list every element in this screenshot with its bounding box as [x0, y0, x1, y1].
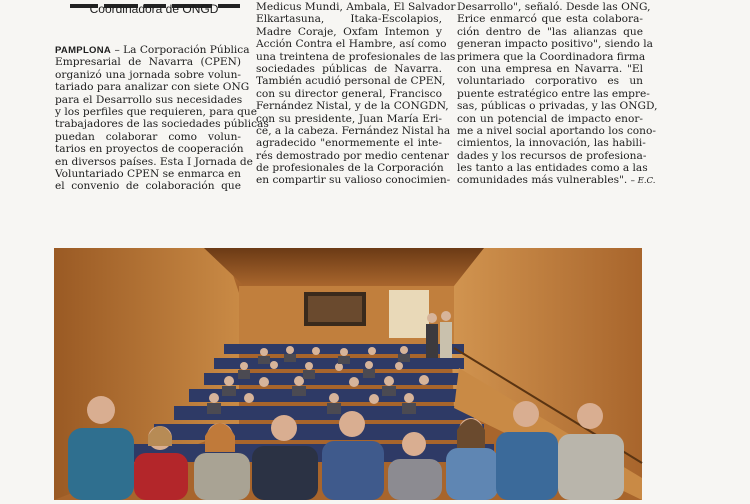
text-line: – La Corporación Pública — [114, 44, 250, 56]
text-line: con una empresa en Navarra. "El — [457, 62, 643, 75]
author-signature: – E.C. — [630, 176, 656, 187]
text-line: y los perfiles que requieren, para que — [55, 105, 258, 118]
text-line: generan impacto positivo", siendo la — [457, 38, 653, 51]
text-line: organizó una jornada sobre volun- — [55, 68, 241, 81]
text-line: voluntariado corporativo es un — [457, 75, 643, 88]
text-line: Desarrollo", señaló. Desde las ONG, — [457, 1, 651, 13]
text-line: Madre Coraje, Oxfam Intemon y — [256, 25, 442, 38]
text-line: con un potencial de impacto enor- — [457, 112, 643, 125]
text-line: tarios en proyectos de cooperación — [55, 143, 244, 156]
text-line: Empresarial de Navarra (CPEN) — [55, 56, 241, 69]
text-line: primera que la Coordinadora firma — [457, 50, 646, 63]
text-line: Voluntariado CPEN se enmarca en — [55, 167, 241, 180]
text-line: trabajadores de las sociedades públicas — [55, 118, 269, 131]
text-line: les tanto a las entidades como a las — [457, 162, 648, 175]
text-line: Elkartasuna, Itaka-Escolapios, — [256, 13, 442, 26]
text-line: sociedades públicas de Navarra. — [256, 62, 442, 75]
text-line: de profesionales de la Corporación — [256, 162, 444, 175]
text-line: en compartir su valioso conocimien- — [256, 174, 451, 187]
text-line: una treintena de profesionales de las — [256, 50, 456, 63]
text-line: cimientos, la innovación, las habili- — [457, 137, 646, 150]
text-line: el convenio de colaboración que — [55, 180, 241, 193]
text-line: ción dentro de "las alianzas que — [457, 25, 643, 38]
text-line: agradecido "enormemente el inte- — [256, 137, 442, 150]
text-line: También acudió personal de CPEN, — [256, 75, 446, 88]
text-line: puente estratégico entre las empre- — [457, 87, 650, 100]
text-line: para el Desarrollo sus necesidades — [55, 93, 243, 106]
text-line: con su director general, Francisco — [256, 87, 442, 100]
text-line: sas, públicas o privadas, y las ONGD, — [457, 100, 658, 113]
group-photo — [54, 248, 642, 500]
text-line: comunidades más vulnerables". — [457, 174, 628, 187]
text-line: dades y los recursos de profesiona- — [457, 149, 647, 162]
article-column-2 — [256, 1, 456, 187]
text-line: Medicus Mundi, Ambala, El Salvador — [256, 1, 456, 13]
text-line: Fernández Nistal, y de la CONGDN, — [256, 100, 449, 113]
text-line: rés demostrado por medio centenar — [256, 149, 449, 162]
text-line: Erice enmarcó que esta colabora- — [457, 13, 643, 26]
article-column-1 — [55, 44, 269, 193]
article-column-3 — [457, 1, 658, 187]
article-subhead-fragment: Coordinadora de ONGD — [89, 2, 219, 16]
text-line: ce, a la cabeza. Fernández Nistal ha — [256, 124, 451, 137]
text-line: en diversos países. Esta I Jornada de — [55, 155, 253, 168]
text-line: Acción Contra el Hambre, así como — [256, 38, 447, 51]
text-line: puedan colaborar como volun- — [55, 130, 241, 143]
dateline: PAMPLONA — [55, 45, 112, 56]
auditorium-scene — [54, 248, 642, 500]
text-line: tariado para analizar con siete ONG — [55, 81, 250, 94]
text-line: con su presidente, Juan María Eri- — [256, 112, 442, 125]
text-line: me a nivel social aportando los cono- — [457, 124, 656, 137]
